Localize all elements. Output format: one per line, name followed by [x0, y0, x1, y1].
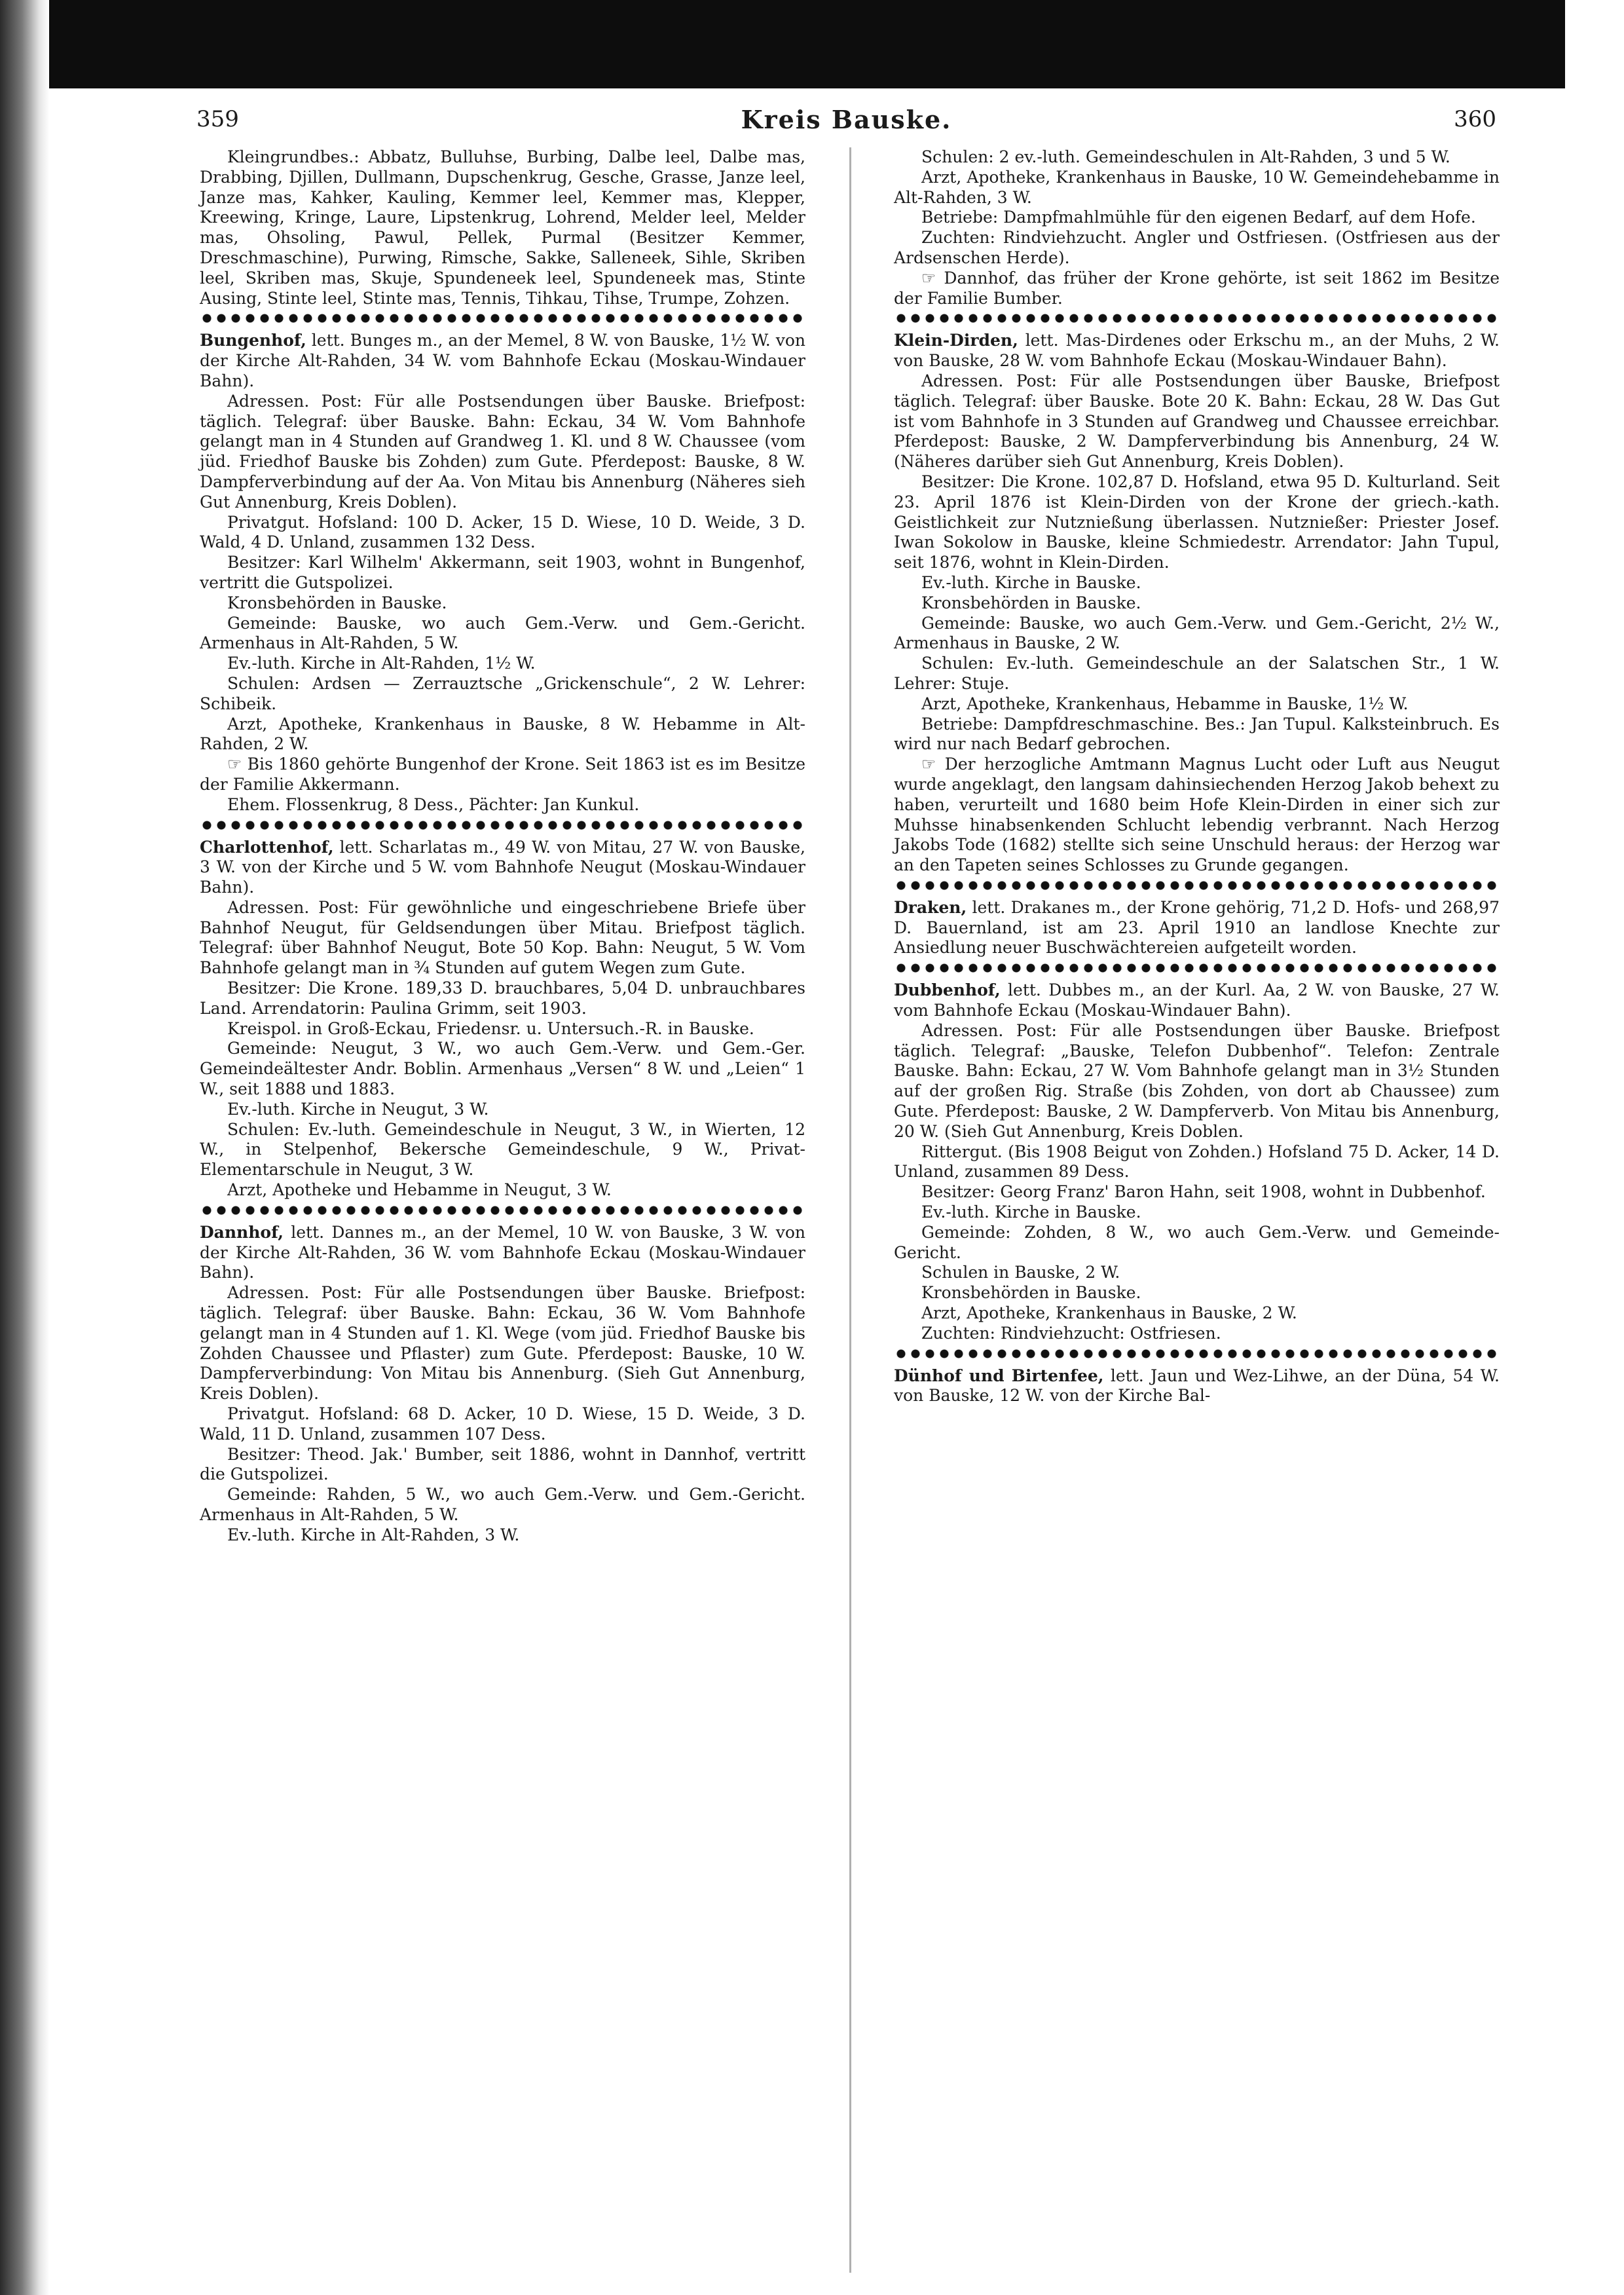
entry-text: Gemeinde: Zohden, 8 W., wo auch Gem.-Verw. und Gemeinde-Gericht.: [894, 1222, 1500, 1262]
page-header: [196, 106, 1496, 139]
page-number-right: 360: [1454, 106, 1496, 132]
entry-text: Arzt, Apotheke, Krankenhaus in Bauske, 2 W.: [921, 1303, 1297, 1323]
entry-text: Besitzer: Die Krone. 102,87 D. Hofsland, etwa 95 D. Kulturland. Seit 23. April 1876 ist Klein-Dirden von der Krone der griech.-kath. Geistlichkeit zur Nutznießung überlassen. Nutznießer: Priester Josef. Iwan Sokolow in Bauske, kleine Schmiedestr. Arrendator: Jahn Tupul, seit 1876, wohnt in Klein-Dirden.: [894, 472, 1500, 572]
entry-text: Besitzer: Georg Franz' Baron Hahn, seit 1908, wohnt in Dubbenhof.: [921, 1182, 1486, 1202]
entry-text: Betriebe: Dampfmahlmühle für den eigenen Bedarf, auf dem Hofe.: [921, 208, 1476, 227]
entry-text: ☞ Der herzogliche Amtmann Magnus Lucht oder Luft aus Neugut wurde angeklagt, den langsam dahinsiechenden Herzog Jakob behext zu haben, verurteilt und 1680 beim Hofe Klein-Dirden in einer sich zur Muhsse hinabsenkenden Schlucht lebendig verbrannt. Nach Herzog Jakobs Tode (1682) stellte sich seine Unschuld heraus: der Herzog war an den Tapeten seines Schlosses zu Grunde gegangen.: [894, 755, 1500, 875]
entry-text: ☞ Dannhof, das früher der Krone gehörte, ist seit 1862 im Besitze der Familie Bumber.: [894, 268, 1500, 308]
entry-text: Rittergut. (Bis 1908 Beigut von Zohden.) Hofsland 75 D. Acker, 14 D. Unland, zusammen 89 Dess.: [894, 1142, 1500, 1182]
entry-text: Arzt, Apotheke, Krankenhaus in Bauske, 8 W. Hebamme in Alt-Rahden, 2 W.: [200, 714, 805, 754]
kleingrund-paragraph: Kleingrundbes.: Abbatz, Bulluhse, Burbing, Dalbe leel, Dalbe mas, Drabbing, Djillen, Dullmann, Dupschenkrug, Gesche, Grasse, Janze leel, Janze mas, Kahker, Kauling, Kemmer leel, Kemmer mas, Klepper, Kreewing, Kringe, Laure, Lipstenkrug, Lohrend, Melder leel, Melder mas, Ohsoling, Pawul, Pellek, Purmal (Besitzer Kemmer, Dreschmaschine), Purwing, Rimsche, Sakke, Salleneek, Sihle, Skriben leel, Skriben mas, Skuje, Spundeneek leel, Spundeneek mas, Stinte Ausing, Stinte leel, Stinte mas, Tennis, Tihkau, Tihse, Trumpe, Zohzen.: [200, 147, 805, 308]
scan-left-shadow: [0, 0, 49, 2295]
entry-name: Dannhof,: [200, 1222, 284, 1242]
entry-name: Bungenhof,: [200, 331, 306, 350]
ornament-divider: [200, 311, 805, 326]
entry-dubbenhof: [894, 980, 1500, 1343]
left-column: [200, 147, 805, 1546]
ornament-divider: [894, 878, 1500, 893]
entry-text: lett. Drakanes m., der Krone gehörig, 71,2 D. Hofs- und 268,97 D. Bauernland, ist am 23. April 1910 an landlose Knechte zur Ansiedlung neuer Buschwächtereien aufgeteilt worden.: [894, 897, 1500, 958]
entry-text: Besitzer: Theod. Jak.' Bumber, seit 1886, wohnt in Dannhof, vertritt die Gutspolizei.: [200, 1444, 805, 1484]
entry-text: lett. Mas-Dirdenes oder Erkschu m., an der Muhs, 2 W. von Bauske, 28 W. vom Bahnhofe Eckau (Moskau-Windauer Bahn).: [894, 331, 1500, 371]
entry-text: Ev.-luth. Kirche in Bauske.: [921, 1203, 1141, 1222]
entry-text: ☞ Bis 1860 gehörte Bungenhof der Krone. Seit 1863 ist es im Besitze der Familie Akkermann.: [200, 755, 805, 794]
entry-text: Privatgut. Hofsland: 68 D. Acker, 10 D. Wiese, 15 D. Weide, 3 D. Wald, 11 D. Unland, zusammen 107 Dess.: [200, 1404, 805, 1444]
entry-text: Schulen: Ev.-luth. Gemeindeschule an der Salatschen Str., 1 W. Lehrer: Stuje.: [894, 654, 1500, 693]
ornament-divider: [894, 311, 1500, 326]
entry-text: Betriebe: Dampfdreschmaschine. Bes.: Jan Tupul. Kalksteinbruch. Es wird nur nach Bedarf gebrochen.: [894, 714, 1500, 754]
entry-text: Adressen. Post: Für alle Postsendungen über Bauske, Briefpost täglich. Telegraf: über Bauske. Bote 20 K. Bahn: Eckau, 28 W. Das Gut ist vom Bahnhofe in 3 Stunden auf Grandweg und Chaussee erreichbar. Pferdepost: Bauske, 2 W. Dampferverbindung bis Annenburg, 24 W. (Näheres darüber sieh Gut Annenburg, Kreis Doblen).: [894, 371, 1500, 472]
entry-text: Zuchten: Rindviehzucht. Angler und Ostfriesen. (Ostfriesen aus der Ardsenschen Herde).: [894, 228, 1500, 267]
entry-dannhof-continued: [894, 147, 1500, 308]
entry-name: Dubbenhof,: [894, 980, 1001, 1000]
page-number-left: 359: [196, 106, 239, 132]
right-column: [894, 147, 1500, 1406]
entry-klein-dirden: [894, 331, 1500, 876]
entry-text: lett. Scharlatas m., 49 W. von Mitau, 27 W. von Bauske, 3 W. von der Kirche und 5 W. vom Bahnhofe Neugut (Moskau-Windauer Bahn).: [200, 837, 805, 897]
entry-draken: [894, 898, 1500, 958]
entry-text: Adressen. Post: Für alle Postsendungen über Bauske. Briefpost: täglich. Telegraf: über Bauske. Bahn: Eckau, 36 W. Vom Bahnhofe gelangt man in 4 Stunden auf 1. Kl. Wege (vom jüd. Friedhof Bauske bis Zohden Chaussee und Pflaster) zum Gute. Pferdepost: Bauske, 10 W. Dampferverbindung: Von Mitau bis Annenburg. (Sieh Gut Annenburg, Kreis Doblen).: [200, 1283, 805, 1404]
ornament-divider: [894, 961, 1500, 975]
entry-name: Charlottenhof,: [200, 837, 334, 857]
entry-text: Arzt, Apotheke, Krankenhaus, Hebamme in Bauske, 1½ W.: [921, 694, 1409, 713]
page-title: Kreis Bauske.: [741, 105, 952, 134]
entry-name: Dünhof und Birtenfee,: [894, 1366, 1104, 1385]
entry-text: Adressen. Post: Für gewöhnliche und eingeschriebene Briefe über Bahnhof Neugut, für Geldsendungen über Mitau. Briefpost täglich. Telegraf: über Bahnhof Neugut, Bote 50 Kop. Bahn: Neugut, 5 W. Vom Bahnhofe gelangt man in ¾ Stunden auf gutem Wegen zum Gute.: [200, 897, 805, 978]
entry-text: Ev.-luth. Kirche in Bauske.: [921, 572, 1141, 592]
entry-name: Draken,: [894, 897, 967, 917]
scan-black-margin: [0, 0, 1565, 88]
entry-text: Privatgut. Hofsland: 100 D. Acker, 15 D. Wiese, 10 D. Weide, 3 D. Wald, 4 D. Unland, zusammen 132 Dess.: [200, 512, 805, 552]
entry-text: Zuchten: Rindviehzucht: Ostfriesen.: [921, 1323, 1221, 1343]
entry-text: Kreispol. in Groß-Eckau, Friedensr. u. Untersuch.-R. in Bauske.: [227, 1018, 754, 1038]
entry-name: Klein-Dirden,: [894, 331, 1018, 350]
entry-text: Kronsbehörden in Bauske.: [227, 593, 447, 612]
entry-text: Adressen. Post: Für alle Postsendungen über Bauske. Briefpost täglich. Telegraf: „Bauske, Telefon Dubbenhof“. Telefon: Zentrale Bauske. Bahn: Eckau, 27 W. Vom Bahnhofe gelangt man in 3½ Stunden auf der großen Rig. Straße (bis Zohden, von dort ab Chaussee) zum Gute. Pferdepost: Bauske, 2 W. Dampferverb. Von Mitau bis Annenburg, 20 W. (Sieh Gut Annenburg, Kreis Doblen.: [894, 1020, 1500, 1141]
entry-text: lett. Dubbes m., an der Kurl. Aa, 2 W. von Bauske, 27 W. vom Bahnhofe Eckau (Moskau-Windauer Bahn).: [894, 980, 1500, 1020]
entry-text: Ehem. Flossenkrug, 8 Dess., Pächter: Jan Kunkul.: [227, 794, 640, 814]
entry-text: lett. Bunges m., an der Memel, 8 W. von Bauske, 1½ W. von der Kirche Alt-Rahden, 34 W. vom Bahnhofe Eckau (Moskau-Windauer Bahn).: [200, 331, 805, 390]
entry-text: Kronsbehörden in Bauske.: [921, 593, 1141, 612]
entry-text: lett. Jaun und Wez-Lihwe, an der Düna, 54 W. von Bauske, 12 W. von der Kirche Bal-: [894, 1366, 1500, 1406]
entry-text: Schulen: Ev.-luth. Gemeindeschule in Neugut, 3 W., in Wierten, 12 W., in Stelpenhof, Bekersche Gemeindeschule, 9 W., Privat-Elementarschule in Neugut, 3 W.: [200, 1119, 805, 1180]
entry-text: Schulen: Ardsen — Zerrauztsche „Grickenschule“, 2 W. Lehrer: Schibeik.: [200, 673, 805, 713]
ornament-divider: [200, 1203, 805, 1218]
entry-text: Besitzer: Karl Wilhelm' Akkermann, seit 1903, wohnt in Bungenhof, vertritt die Gutspolizei.: [200, 553, 805, 592]
entry-text: Gemeinde: Bauske, wo auch Gem.-Verw. und Gem.-Gericht, 2½ W., Armenhaus in Bauske, 2 W.: [894, 613, 1500, 653]
ornament-divider: [200, 818, 805, 832]
column-separator: [849, 147, 851, 2273]
entry-text: Gemeinde: Bauske, wo auch Gem.-Verw. und Gem.-Gericht. Armenhaus in Alt-Rahden, 5 W.: [200, 613, 805, 653]
entry-charlottenhof: [200, 838, 805, 1201]
entry-text: Schulen in Bauske, 2 W.: [921, 1263, 1120, 1282]
entry-bungenhof: [200, 331, 805, 815]
entry-dannhof: [200, 1223, 805, 1546]
entry-text: Gemeinde: Rahden, 5 W., wo auch Gem.-Verw. und Gem.-Gericht. Armenhaus in Alt-Rahden, 5 W.: [200, 1485, 805, 1524]
entry-text: Gemeinde: Neugut, 3 W., wo auch Gem.-Verw. und Gem.-Ger. Gemeindeältester Andr. Boblin. Armenhaus „Versen“ 8 W. und „Leien“ 1 W., seit 1888 und 1883.: [200, 1039, 805, 1099]
entry-text: Ev.-luth. Kirche in Alt-Rahden, 3 W.: [227, 1525, 520, 1544]
entry-text: Ev.-luth. Kirche in Neugut, 3 W.: [227, 1099, 489, 1119]
entry-text: Ev.-luth. Kirche in Alt-Rahden, 1½ W.: [227, 654, 536, 673]
ornament-divider: [894, 1347, 1500, 1361]
entry-text: lett. Dannes m., an der Memel, 10 W. von Bauske, 3 W. von der Kirche Alt-Rahden, 36 W. vom Bahnhofe Eckau (Moskau-Windauer Bahn).: [200, 1222, 805, 1282]
entry-duenhof: [894, 1366, 1500, 1407]
entry-text: Schulen: 2 ev.-luth. Gemeindeschulen in Alt-Rahden, 3 und 5 W.: [921, 147, 1450, 166]
entry-text: Adressen. Post: Für alle Postsendungen über Bauske. Briefpost: täglich. Telegraf: über Bauske. Bahn: Eckau, 34 W. Vom Bahnhofe gelangt man in 4 Stunden auf Grandweg 1. Kl. und 8 W. Chaussee (vom jüd. Friedhof Bauske bis Zohden) zum Gute. Pferdepost: Bauske, 8 W. Dampferverbindung auf der Aa. Von Mitau bis Annenburg (Näheres sieh Gut Annenburg, Kreis Doblen).: [200, 391, 805, 512]
entry-text: Kronsbehörden in Bauske.: [921, 1283, 1141, 1303]
entry-text: Arzt, Apotheke und Hebamme in Neugut, 3 W.: [227, 1180, 612, 1200]
entry-text: Arzt, Apotheke, Krankenhaus in Bauske, 10 W. Gemeindehebamme in Alt-Rahden, 3 W.: [894, 167, 1500, 207]
entry-text: Besitzer: Die Krone. 189,33 D. brauchbares, 5,04 D. unbrauchbares Land. Arrendatorin: Paulina Grimm, seit 1903.: [200, 979, 805, 1018]
